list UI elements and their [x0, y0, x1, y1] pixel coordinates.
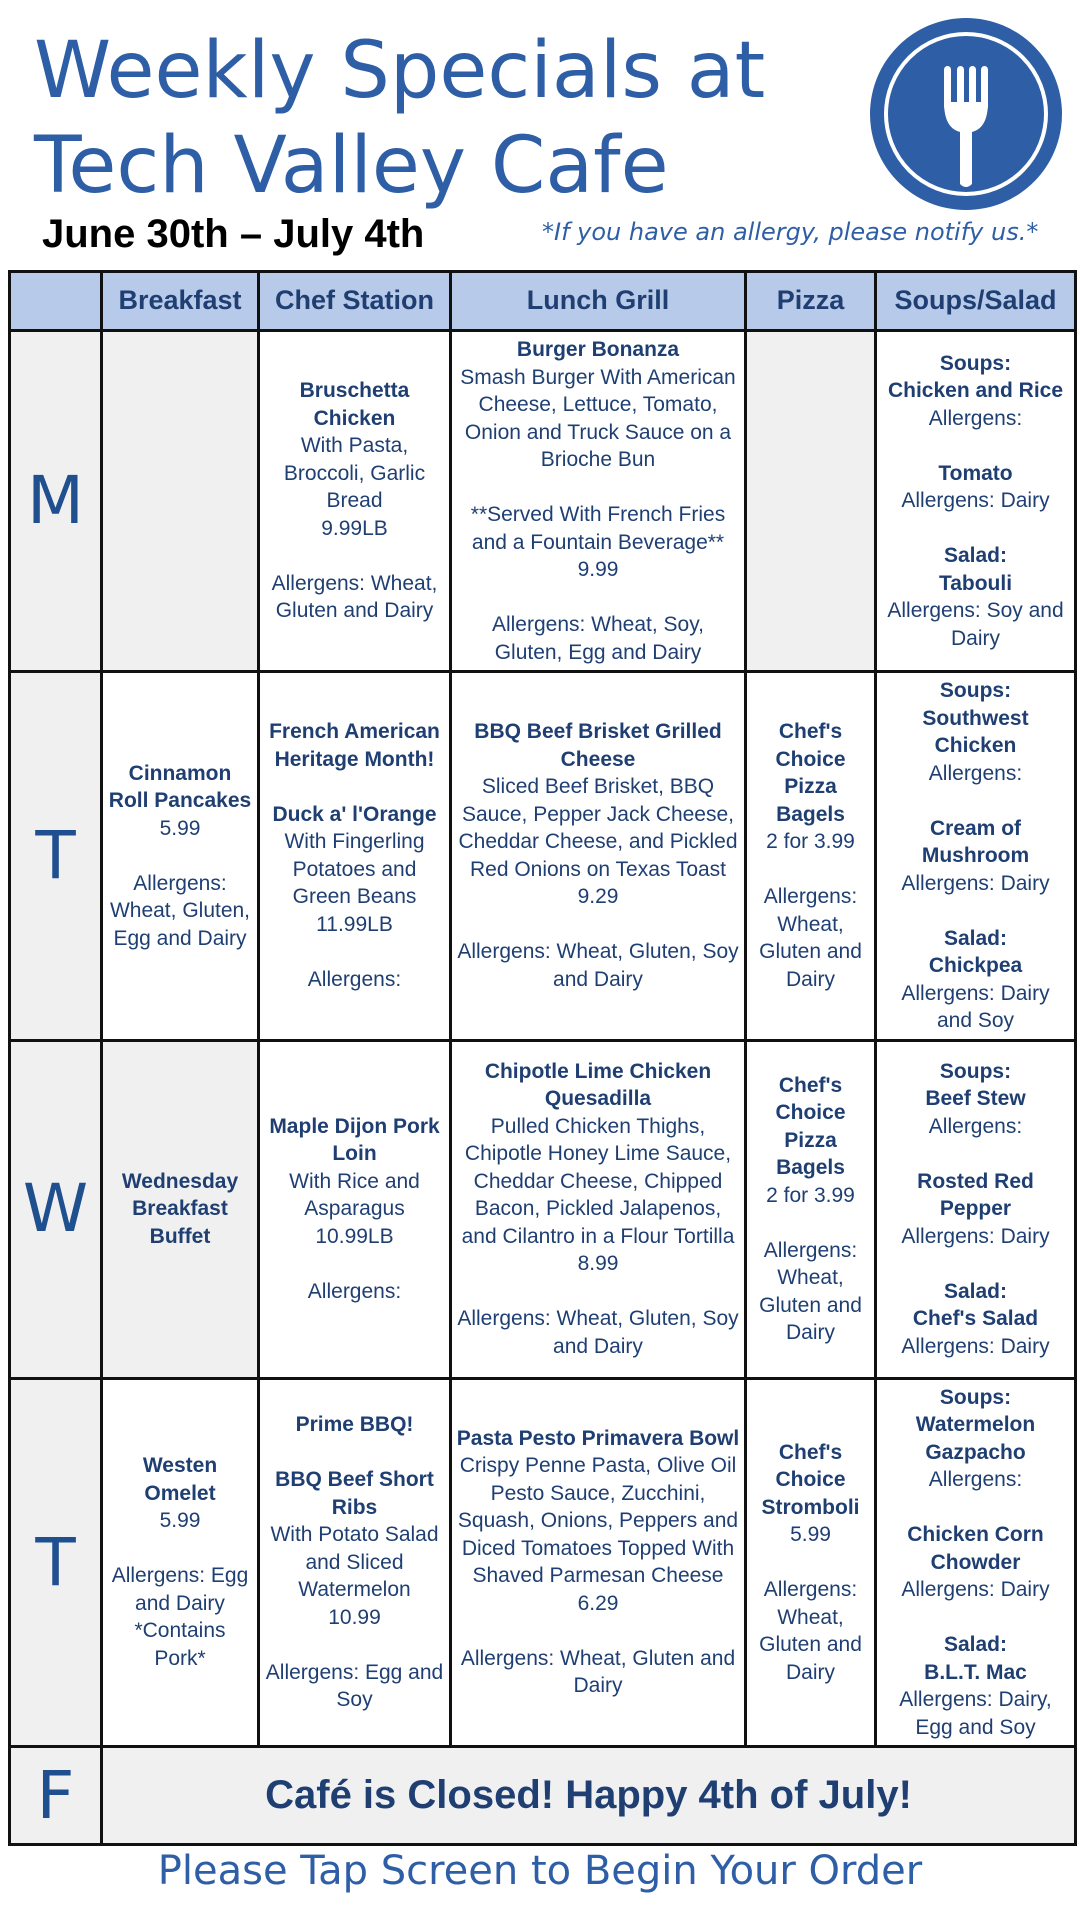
header-blank [10, 272, 102, 331]
tap-to-order-prompt[interactable]: Please Tap Screen to Begin Your Order [157, 1848, 923, 1894]
item-heading: Beef Stew [925, 1087, 1026, 1111]
item-line [456, 1278, 740, 1306]
item-line: Allergens: Wheat, Gluten and Dairy [271, 571, 438, 623]
pizza-cell [746, 1040, 876, 1378]
item-heading: Chipotle Lime Chicken Quesadilla [484, 1059, 712, 1111]
item-line [264, 1439, 445, 1467]
item-line: Allergens: [928, 1114, 1023, 1138]
item-line: With Potato Salad and Sliced Watermelon [270, 1523, 439, 1601]
breakfast-cell [102, 331, 259, 672]
item-line: 9.99LB [321, 516, 388, 540]
item-line: 11.99LB [316, 912, 393, 936]
item-line: 2 for 3.99 [766, 1183, 855, 1207]
item-heading: Chicken Corn Chowder [907, 1523, 1044, 1574]
item-line: Allergens: [928, 406, 1023, 430]
specials-table [8, 270, 1077, 1846]
item-line: Allergens: Dairy, Egg and Soy [899, 1688, 1052, 1739]
day-cell: F [10, 1747, 102, 1845]
item-line [456, 474, 740, 502]
soups-salad-cell [876, 331, 1076, 672]
item-line [264, 938, 445, 966]
item-line: Allergens: Dairy [901, 1334, 1050, 1358]
item-line: Allergens: Dairy and Soy [901, 981, 1050, 1032]
item-line [881, 1140, 1070, 1168]
date-range: June 30th – July 4th [42, 212, 425, 256]
item-line: Allergens: Wheat, Gluten, Egg and Dairy [109, 871, 251, 950]
item-line [264, 1631, 445, 1659]
lunch-grill-cell [451, 1378, 746, 1747]
item-line: Allergens: Wheat, Gluten and Dairy [759, 885, 862, 991]
item-line [751, 1549, 870, 1577]
item-heading: Salad: [943, 926, 1008, 950]
item-heading: Tomato [938, 461, 1013, 485]
item-heading: Pasta Pesto Primavera Bowl [456, 1426, 740, 1450]
item-line: 10.99 [328, 1605, 381, 1629]
title-line-1: Weekly Specials at [34, 26, 766, 116]
item-line: 6.29 [577, 1591, 619, 1615]
item-line [456, 584, 740, 612]
item-line [881, 1604, 1070, 1632]
item-line: With Fingerling Potatoes and Green Beans [284, 830, 425, 909]
item-heading: Chicken and Rice [887, 379, 1064, 403]
item-line: Allergens: Wheat, Gluten and Dairy [460, 1646, 736, 1698]
item-line: Allergens: Dairy [901, 1224, 1050, 1248]
item-line: Allergens: Wheat, Gluten and Dairy [759, 1238, 862, 1344]
day-cell: M [10, 331, 102, 672]
item-line [881, 1494, 1070, 1522]
header-lunch-grill: Lunch Grill [451, 272, 746, 331]
header-pizza: Pizza [746, 272, 876, 331]
item-heading: Soups: [939, 1385, 1012, 1409]
item-heading: Chickpea [928, 954, 1023, 977]
item-line: Allergens: Dairy [901, 489, 1050, 513]
item-heading: Salad: [943, 544, 1008, 568]
friday-row [10, 1747, 1076, 1845]
item-line: Allergens: Dairy [901, 1578, 1050, 1601]
header-breakfast: Breakfast [102, 272, 259, 331]
page-title [34, 24, 765, 214]
item-line [264, 1250, 445, 1278]
breakfast-cell [102, 672, 259, 1041]
item-heading: French American Heritage Month! [269, 720, 440, 771]
table-row [10, 672, 1076, 1041]
header-soups-salad: Soups/Salad [876, 272, 1076, 331]
chef-station-cell [259, 331, 451, 672]
breakfast-cell [102, 1378, 259, 1747]
item-line: 9.99 [577, 558, 619, 581]
item-line: Sliced Beef Brisket, BBQ Sauce, Pepper Jack Cheese, Cheddar Cheese, and Pickled Red Onions on Texas Toast [458, 775, 738, 881]
item-heading: Prime BBQ! [295, 1413, 414, 1436]
item-line: *Contains Pork* [134, 1619, 226, 1670]
item-heading: Burger Bonanza [516, 338, 680, 361]
chef-station-cell [259, 1040, 451, 1378]
item-line [881, 432, 1070, 460]
chef-station-cell [259, 1378, 451, 1747]
day-cell: T [10, 672, 102, 1041]
item-heading: Soups: [939, 679, 1012, 702]
item-heading: Chef's Choice Stromboli [761, 1440, 860, 1519]
day-cell: W [10, 1040, 102, 1378]
item-line: Pulled Chicken Thighs, Chipotle Honey Lime Sauce, Cheddar Cheese, Chipped Bacon, Pickled Jalapenos, and Cilantro in a Flour Tortilla [461, 1114, 735, 1248]
item-line: 9.29 [577, 885, 619, 909]
day-cell: T [10, 1378, 102, 1747]
item-line [107, 842, 253, 870]
item-line: Smash Burger With American Cheese, Lettuce, Tomato, Onion and Truck Sauce on a Brioche Bun [460, 365, 736, 471]
table-row [10, 1040, 1076, 1378]
item-line [881, 515, 1070, 543]
item-heading: Wednesday Breakfast Buffet [121, 1169, 239, 1248]
item-line [881, 1250, 1070, 1278]
item-heading: Maple Dijon Pork Loin [269, 1114, 440, 1166]
table-row [10, 1378, 1076, 1747]
item-heading: Cream of Mushroom [921, 816, 1030, 867]
item-line: Allergens: [928, 1468, 1023, 1491]
item-heading: Westen Omelet [142, 1454, 218, 1505]
item-heading: Soups: [939, 351, 1012, 375]
soups-salad-cell [876, 1040, 1076, 1378]
item-line: Crispy Penne Pasta, Olive Oil Pesto Sauce, Zucchini, Squash, Onions, Peppers and Diced Tomatoes Topped With Shaved Parmesan Cheese [457, 1454, 739, 1588]
item-line [456, 911, 740, 939]
item-heading: Chef's Choice Pizza Bagels [775, 720, 846, 826]
item-line: Allergens: Wheat, Gluten, Soy and Dairy [457, 1307, 739, 1358]
item-line [751, 1209, 870, 1237]
pizza-cell [746, 331, 876, 672]
item-line: 10.99LB [315, 1224, 394, 1248]
item-line: Allergens: Wheat, Gluten and Dairy [759, 1578, 862, 1684]
item-heading: Chef's Choice Pizza Bagels [775, 1073, 846, 1179]
item-line [107, 1535, 253, 1563]
item-heading: Bruschetta Chicken [299, 379, 410, 430]
item-heading: Chef's Salad [912, 1307, 1039, 1331]
item-heading: Cinnamon Roll Pancakes [108, 761, 252, 812]
header-chef-station: Chef Station [259, 272, 451, 331]
fork-icon [868, 16, 1064, 212]
lunch-grill-cell [451, 672, 746, 1041]
item-line: Allergens: [928, 761, 1023, 785]
item-line: Allergens: Egg and Dairy [111, 1564, 249, 1615]
item-line: 5.99 [790, 1523, 831, 1546]
soups-salad-cell [876, 1378, 1076, 1747]
item-line: Allergens: Soy and Dairy [887, 599, 1064, 650]
item-heading: Duck a' l'Orange [272, 802, 437, 826]
item-heading: Rosted Red Pepper [917, 1169, 1034, 1221]
breakfast-cell [102, 1040, 259, 1378]
item-heading: Watermelon Gazpacho [915, 1413, 1036, 1464]
item-line: Allergens: Wheat, Soy, Gluten, Egg and Dairy [491, 613, 705, 664]
lunch-grill-cell [451, 331, 746, 672]
table-header-row [10, 272, 1076, 331]
item-line [264, 773, 445, 801]
soups-salad-cell [876, 672, 1076, 1041]
item-line [456, 1617, 740, 1645]
title-line-2: Tech Valley Cafe [34, 121, 669, 211]
item-line: 5.99 [159, 816, 201, 840]
item-line: 5.99 [159, 1509, 201, 1533]
item-line [881, 897, 1070, 925]
item-heading: Soups: [939, 1059, 1012, 1083]
allergy-note: *If you have an allergy, please notify us.* [542, 218, 1039, 246]
closed-message: Café is Closed! Happy 4th of July! [102, 1747, 1076, 1845]
lunch-grill-cell [451, 1040, 746, 1378]
item-line [881, 787, 1070, 815]
item-heading: Salad: [943, 1279, 1008, 1303]
item-heading: Tabouli [938, 571, 1013, 595]
item-line: 8.99 [577, 1252, 619, 1276]
chef-station-cell [259, 672, 451, 1041]
item-line: 2 for 3.99 [766, 830, 855, 854]
item-heading: Southwest Chicken [922, 706, 1029, 757]
pizza-cell [746, 1378, 876, 1747]
item-heading: BBQ Beef Short Ribs [275, 1468, 434, 1519]
item-line: Allergens: [307, 967, 402, 991]
pizza-cell [746, 672, 876, 1041]
item-line: With Pasta, Broccoli, Garlic Bread [283, 434, 426, 513]
item-line [264, 542, 445, 570]
item-line: Allergens: Egg and Soy [265, 1660, 444, 1711]
table-row [10, 331, 1076, 672]
item-line: Allergens: [307, 1279, 402, 1303]
item-heading: B.L.T. Mac [924, 1660, 1027, 1684]
item-line [751, 856, 870, 884]
item-heading: BBQ Beef Brisket Grilled Cheese [474, 720, 722, 771]
item-line: Allergens: Dairy [901, 871, 1050, 895]
item-line: With Rice and Asparagus [289, 1169, 420, 1221]
item-line: **Served With French Fries and a Fountain Beverage** [470, 503, 726, 554]
item-heading: Salad: [943, 1633, 1008, 1656]
item-line: Allergens: Wheat, Gluten, Soy and Dairy [457, 940, 739, 991]
